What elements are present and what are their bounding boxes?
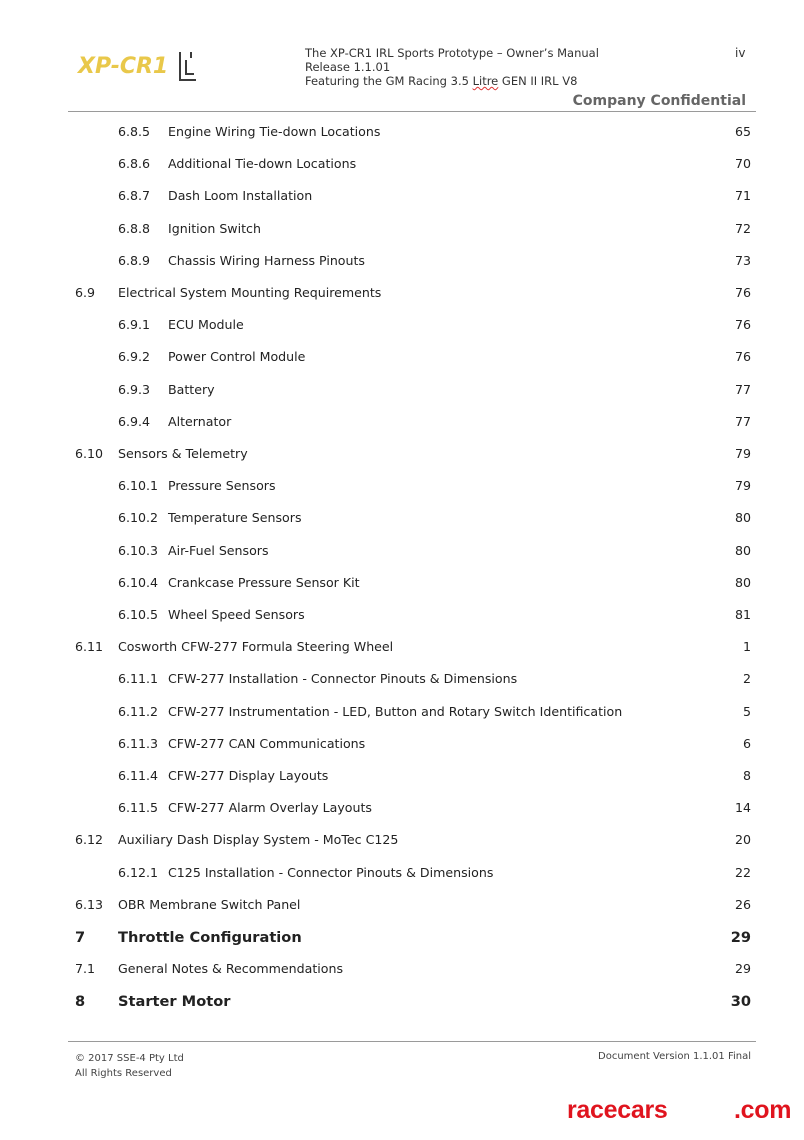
toc-entry[interactable] [0, 446, 804, 468]
toc-entry[interactable] [0, 736, 804, 758]
confidential-label: Company Confidential [572, 93, 746, 109]
watermark-dotcom: .com [734, 1096, 792, 1124]
toc-entry-page: 79 [734, 446, 751, 461]
toc-entry-title: Cosworth CFW-277 Formula Steering Wheel [118, 639, 394, 655]
toc-entry[interactable] [0, 285, 804, 307]
toc-entry-title: General Notes & Recommendations [118, 961, 344, 977]
toc-entry-title: CFW-277 Alarm Overlay Layouts [168, 800, 372, 816]
footer-copyright: © 2017 SSE-4 Pty Ltd [75, 1053, 184, 1064]
toc-entry-number: 6.11.4 [118, 768, 159, 783]
toc-entry-number: 6.9.3 [118, 381, 151, 397]
toc-entry-title: Crankcase Pressure Sensor Kit [168, 574, 360, 590]
toc-entry-title: Air-Fuel Sensors [168, 542, 269, 558]
toc-entry-title: Throttle Configuration [118, 929, 302, 946]
toc-entry-title: Alternator [168, 413, 232, 429]
toc-entry-page: 5 [742, 703, 751, 719]
toc-entry[interactable] [0, 156, 804, 178]
footer-left [75, 1051, 184, 1081]
toc-entry[interactable] [0, 510, 804, 532]
toc-entry[interactable] [0, 961, 804, 983]
toc-entry-page: 76 [734, 349, 751, 365]
toc-entry-page: 8 [742, 768, 751, 783]
toc-entry-number: 6.11.3 [118, 735, 159, 751]
toc-entry-number: 6.10.1 [118, 478, 159, 494]
toc-entry[interactable] [0, 768, 804, 790]
toc-entry[interactable] [0, 124, 804, 146]
toc-entry-page: 77 [734, 381, 751, 397]
toc-entry-title: CFW-277 CAN Communications [168, 735, 366, 751]
logo-text [78, 54, 168, 79]
toc-entry-title: OBR Membrane Switch Panel [118, 896, 301, 912]
toc-entry-page: 30 [730, 993, 751, 1011]
toc-entry-number: 6.11.5 [118, 800, 159, 816]
toc-entry-page: 70 [734, 156, 751, 172]
toc-entry-page: 6 [742, 735, 751, 751]
toc-entry[interactable] [0, 253, 804, 275]
toc-entry-title: Ignition Switch [168, 220, 261, 236]
toc-entry-page: 26 [734, 896, 751, 912]
header-line-2: Release 1.1.01 [305, 60, 391, 74]
toc-entry-number: 6.10.3 [118, 542, 159, 558]
toc-entry-number: 6.8.9 [118, 252, 151, 268]
toc-entry[interactable] [0, 543, 804, 565]
toc-entry-number: 6.8.6 [118, 156, 151, 172]
toc-entry-number: 6.9.1 [118, 317, 151, 333]
toc-entry-page: 81 [734, 607, 751, 622]
company-logo [78, 48, 200, 84]
toc-entry-page: 80 [734, 510, 751, 526]
toc-entry-title: CFW-277 Instrumentation - LED, Button and Rotary Switch Identification [168, 703, 623, 719]
toc-entry-title: Power Control Module [168, 349, 306, 365]
toc-entry-number: 6.10 [75, 446, 104, 461]
toc-entry-page: 71 [734, 188, 751, 204]
toc-entry-number: 6.8.7 [118, 188, 151, 204]
toc-entry-number: 6.13 [75, 896, 104, 912]
toc-entry-title: Chassis Wiring Harness Pinouts [168, 252, 365, 268]
toc-entry-page: 79 [734, 478, 751, 494]
toc-entry-title: Battery [168, 381, 215, 397]
toc-entry-page: 29 [730, 929, 751, 946]
toc-entry-title: Engine Wiring Tie-down Locations [168, 124, 381, 139]
toc-entry[interactable] [0, 929, 804, 951]
footer-divider [68, 1041, 756, 1042]
toc-entry[interactable] [0, 800, 804, 822]
header-line-3-pre: Featuring the GM Racing 3.5 [305, 74, 473, 88]
toc-entry-title: CFW-277 Display Layouts [168, 768, 329, 783]
toc-entry-title: Temperature Sensors [168, 510, 302, 526]
toc-entry-number: 6.11.1 [118, 671, 159, 687]
footer-version: Document Version 1.1.01 Final [598, 1051, 751, 1062]
toc-entry-page: 76 [734, 317, 751, 333]
logo-mark-icon [176, 50, 198, 84]
watermark-racecars: racecars [567, 1096, 668, 1124]
toc-entry[interactable] [0, 607, 804, 629]
toc-entry[interactable] [0, 704, 804, 726]
toc-entry-number: 6.10.4 [118, 574, 159, 590]
toc-entry[interactable] [0, 865, 804, 887]
toc-entry-number: 6.9.2 [118, 349, 151, 365]
toc-entry[interactable] [0, 575, 804, 597]
logo-wordmark: XP-CR1 [78, 54, 169, 79]
toc-entry-title: Sensors & Telemetry [118, 446, 248, 461]
toc-entry-page: 73 [734, 252, 751, 268]
toc-entry-number: 6.12 [75, 832, 104, 848]
toc-entry-title: Auxiliary Dash Display System - MoTec C125 [118, 832, 399, 848]
page-number: iv [735, 46, 746, 60]
toc-entry[interactable] [0, 349, 804, 371]
header-line-3-post: GEN II IRL V8 [498, 74, 578, 88]
footer-rights: All Rights Reserved [75, 1068, 172, 1079]
toc-entry-number: 6.9 [75, 285, 96, 300]
toc-entry-number: 6.11.2 [118, 703, 159, 719]
toc-entry[interactable] [0, 382, 804, 404]
toc-entry-page: 80 [734, 574, 751, 590]
toc-entry-number: 6.11 [75, 639, 104, 655]
toc-entry[interactable] [0, 414, 804, 436]
toc-entry-number: 6.10.2 [118, 510, 159, 526]
toc-entry-title: Starter Motor [118, 993, 231, 1011]
toc-entry[interactable] [0, 317, 804, 339]
toc-entry-title: Pressure Sensors [168, 478, 276, 494]
toc-entry[interactable] [0, 897, 804, 919]
toc-entry[interactable] [0, 639, 804, 661]
toc-entry-title: Wheel Speed Sensors [168, 607, 305, 622]
toc-entry-number: 7 [75, 929, 86, 946]
header-divider [68, 111, 756, 112]
toc-entry-page: 14 [734, 800, 751, 816]
toc-entry-title: C125 Installation - Connector Pinouts & Dimensions [168, 864, 494, 880]
header-line-1: The XP-CR1 IRL Sports Prototype – Owner’s Manual [305, 46, 599, 60]
toc-entry-number: 6.8.8 [118, 220, 151, 236]
toc-entry-page: 72 [734, 220, 751, 236]
toc-entry-page: 77 [734, 413, 751, 429]
toc-entry-page: 29 [734, 961, 751, 977]
header-line-3 [305, 74, 599, 88]
toc-entry-title: CFW-277 Installation - Connector Pinouts & Dimensions [168, 671, 518, 687]
toc-entry-page: 65 [734, 124, 751, 139]
header-text [305, 46, 599, 88]
toc-entry-title: Electrical System Mounting Requirements [118, 285, 382, 300]
toc-entry[interactable] [0, 671, 804, 693]
toc-entry-number: 6.10.5 [118, 607, 159, 622]
toc-entry-title: Additional Tie-down Locations [168, 156, 357, 172]
toc-entry-page: 80 [734, 542, 751, 558]
toc-entry-number: 7.1 [75, 961, 96, 977]
toc-entry-title: ECU Module [168, 317, 244, 333]
toc-entry-number: 6.8.5 [118, 124, 151, 139]
toc-entry[interactable] [0, 221, 804, 243]
toc-entry-page: 2 [742, 671, 751, 687]
toc-entry-page: 20 [734, 832, 751, 848]
toc-entry-page: 76 [734, 285, 751, 300]
toc-entry-page: 22 [734, 864, 751, 880]
toc-entry-number: 6.9.4 [118, 413, 151, 429]
spellcheck-word: Litre [472, 74, 499, 88]
toc-entry-page: 1 [742, 639, 751, 655]
toc-entry-number: 8 [75, 993, 86, 1011]
toc-entry[interactable] [0, 188, 804, 210]
toc-entry[interactable] [0, 993, 804, 1015]
toc-entry[interactable] [0, 478, 804, 500]
toc-entry-number: 6.12.1 [118, 864, 159, 880]
toc-entry[interactable] [0, 832, 804, 854]
toc-entry-title: Dash Loom Installation [168, 188, 313, 204]
